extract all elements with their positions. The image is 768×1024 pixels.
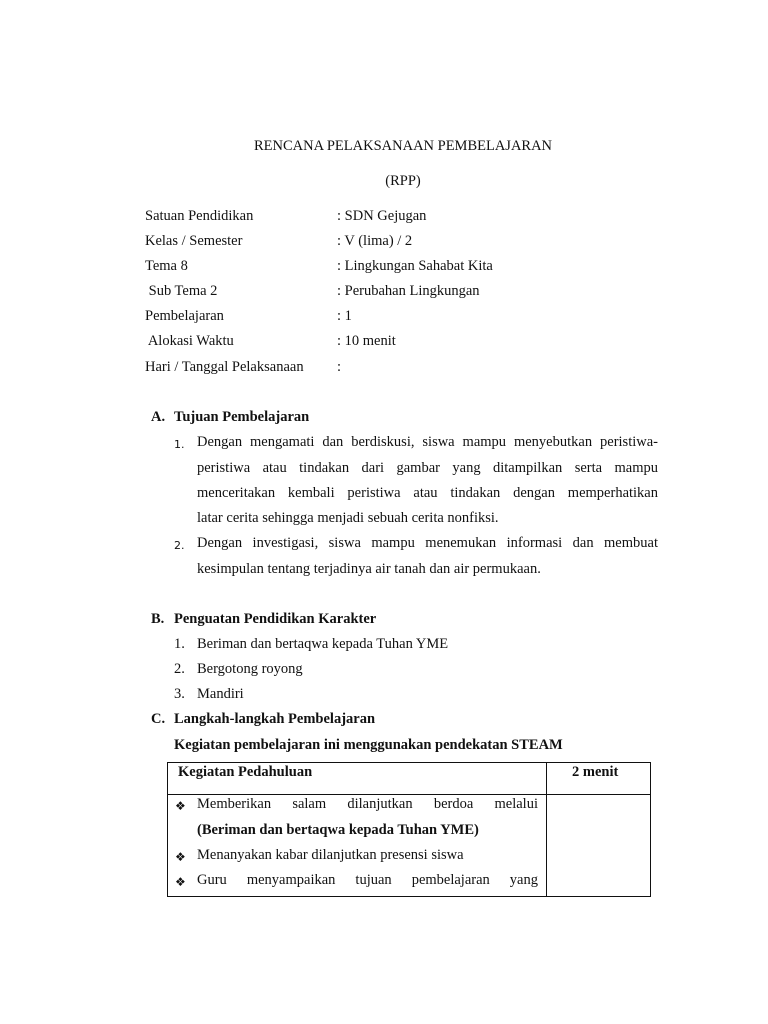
identity-label: Hari / Tanggal Pelaksanaan: [145, 359, 304, 375]
activity-table: [167, 762, 651, 897]
table-column-divider: [546, 763, 547, 896]
diamond-bullet-icon: ❖: [175, 875, 186, 889]
document-subtitle: (RPP): [385, 173, 421, 189]
table-header-activity: Kegiatan Pedahuluan: [178, 764, 313, 780]
section-a-heading: Tujuan Pembelajaran: [174, 409, 310, 425]
table-bullet-line: Menanyakan kabar dilanjutkan presensi siswa: [197, 847, 464, 863]
list-item: Bergotong royong: [197, 661, 303, 677]
identity-value: : 1: [337, 308, 352, 324]
identity-value: :: [337, 359, 342, 375]
section-c-subheading: Kegiatan pembelajaran ini menggunakan pendekatan STEAM: [174, 737, 563, 753]
list-item-line: latar cerita sehingga menjadi sebuah cerita nonfiksi.: [197, 510, 499, 526]
section-b-marker: B.: [151, 611, 165, 627]
section-c-heading: Langkah-langkah Pembelajaran: [174, 711, 376, 727]
list-number: 2.: [174, 661, 185, 677]
table-bullet-line: Memberikan salam dilanjutkan berdoa melalui: [197, 796, 538, 812]
list-item: Mandiri: [197, 686, 244, 702]
list-item-line: Dengan mengamati dan berdiskusi, siswa mampu menyebutkan peristiwa-: [197, 434, 658, 450]
list-item: Beriman dan bertaqwa kepada Tuhan YME: [197, 636, 449, 652]
document-title: RENCANA PELAKSANAAN PEMBELAJARAN: [253, 138, 553, 154]
diamond-bullet-icon: ❖: [175, 850, 186, 864]
section-b-heading: Penguatan Pendidikan Karakter: [174, 611, 377, 627]
list-item-line: Dengan investigasi, siswa mampu menemukan informasi dan membuat: [197, 535, 658, 551]
section-a-marker: A.: [151, 409, 166, 425]
diamond-bullet-icon: ❖: [175, 799, 186, 813]
identity-value: : Lingkungan Sahabat Kita: [337, 258, 493, 274]
table-row-divider: [168, 794, 650, 795]
identity-value: : SDN Gejugan: [337, 208, 427, 224]
table-bullet-line: (Beriman dan bertaqwa kepada Tuhan YME): [197, 822, 479, 838]
list-number: 1.: [174, 438, 185, 451]
identity-label: Satuan Pendidikan: [145, 208, 254, 224]
identity-label: Kelas / Semester: [145, 233, 243, 249]
section-c-marker: C.: [151, 711, 166, 727]
list-item-line: menceritakan kembali peristiwa atau tindakan dengan memperhatikan: [197, 485, 658, 501]
list-item-line: peristiwa atau tindakan dari gambar yang ditampilkan serta mampu: [197, 460, 658, 476]
list-number: 2.: [174, 539, 185, 552]
table-header-time: 2 menit: [572, 764, 619, 780]
identity-value: : V (lima) / 2: [337, 233, 413, 249]
identity-label: Pembelajaran: [145, 308, 224, 324]
list-number: 3.: [174, 686, 185, 702]
identity-label: Sub Tema 2: [145, 283, 218, 299]
identity-value: : Perubahan Lingkungan: [337, 283, 480, 299]
list-item-line: kesimpulan tentang terjadinya air tanah dan air permukaan.: [197, 561, 541, 577]
identity-label: Alokasi Waktu: [145, 333, 234, 349]
list-number: 1.: [174, 636, 185, 652]
identity-label: Tema 8: [145, 258, 188, 274]
identity-value: : 10 menit: [337, 333, 396, 349]
table-bullet-line: Guru menyampaikan tujuan pembelajaran yang: [197, 872, 538, 888]
